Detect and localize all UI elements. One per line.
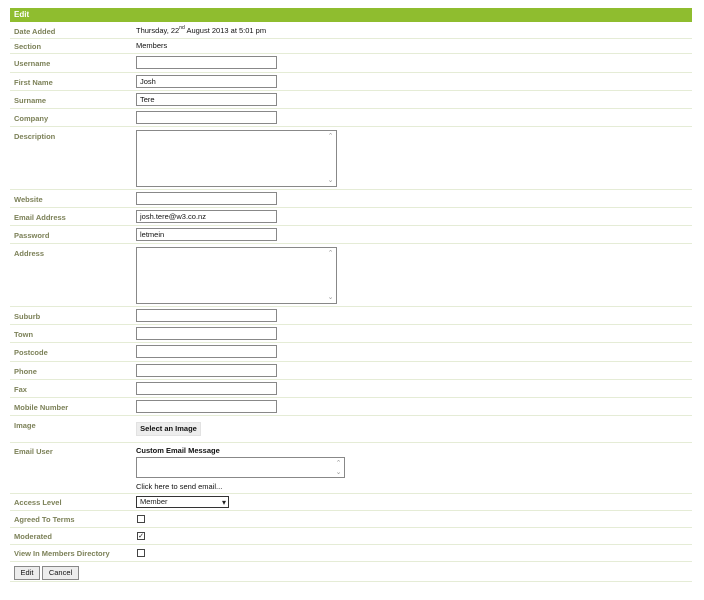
phone-input[interactable] (136, 364, 277, 377)
section-label: Section (14, 42, 42, 51)
view-directory-label: View In Members Directory (14, 549, 110, 558)
agreed-label: Agreed To Terms (14, 515, 75, 524)
moderated-label: Moderated (14, 532, 52, 541)
view-directory-checkbox[interactable] (137, 549, 145, 557)
description-textarea[interactable] (136, 130, 337, 187)
first-name-input[interactable]: Josh (136, 75, 277, 88)
row-mobile (10, 398, 692, 416)
row-moderated (10, 528, 692, 545)
date-added-label: Date Added (14, 27, 56, 36)
username-input[interactable] (136, 56, 277, 69)
website-input[interactable] (136, 192, 277, 205)
website-label: Website (14, 195, 43, 204)
row-date-added (10, 22, 692, 39)
row-password (10, 226, 692, 244)
surname-input[interactable]: Tere (136, 93, 277, 106)
row-view-directory (10, 545, 692, 562)
row-agreed (10, 511, 692, 528)
access-level-label: Access Level (14, 498, 62, 507)
row-company (10, 109, 692, 127)
town-label: Town (14, 330, 34, 339)
custom-email-scrollbar[interactable] (334, 459, 343, 476)
image-label: Image (14, 421, 36, 430)
access-level-select[interactable] (136, 496, 229, 508)
scroll-down-icon[interactable]: ⌄ (335, 469, 342, 476)
row-first-name (10, 73, 692, 91)
suburb-input[interactable] (136, 309, 277, 322)
row-address (10, 244, 692, 307)
scroll-up-icon[interactable]: ⌃ (327, 250, 334, 257)
row-postcode (10, 343, 692, 362)
agreed-checkbox[interactable] (137, 515, 145, 523)
email-user-label: Email User (14, 447, 53, 456)
section-value: Members (136, 41, 168, 50)
row-phone (10, 362, 692, 380)
panel-header: Edit (10, 8, 692, 22)
company-input[interactable] (136, 111, 277, 124)
mobile-label: Mobile Number (14, 403, 69, 412)
select-image-button[interactable]: Select an Image (136, 422, 201, 436)
postcode-label: Postcode (14, 348, 48, 357)
row-access-level (10, 494, 692, 511)
row-actions (10, 562, 692, 582)
row-surname (10, 91, 692, 109)
description-label: Description (14, 132, 56, 141)
phone-label: Phone (14, 367, 37, 376)
postcode-input[interactable] (136, 345, 277, 358)
edit-panel (10, 8, 692, 577)
scroll-down-icon[interactable]: ⌄ (327, 177, 334, 184)
row-description (10, 127, 692, 190)
scroll-up-icon[interactable]: ⌃ (335, 460, 342, 467)
row-town (10, 325, 692, 343)
row-username (10, 54, 692, 73)
chevron-down-icon: ▾ (221, 498, 226, 507)
town-input[interactable] (136, 327, 277, 340)
custom-email-textarea[interactable] (136, 457, 345, 478)
address-scrollbar[interactable] (326, 249, 335, 302)
scroll-up-icon[interactable]: ⌃ (327, 133, 334, 140)
moderated-checkbox[interactable]: ✓ (138, 533, 144, 540)
description-scrollbar[interactable] (326, 132, 335, 185)
row-image (10, 416, 692, 443)
first-name-label: First Name (14, 78, 53, 87)
address-textarea[interactable] (136, 247, 337, 304)
scroll-down-icon[interactable]: ⌄ (327, 294, 334, 301)
fax-input[interactable] (136, 382, 277, 395)
surname-label: Surname (14, 96, 47, 105)
mobile-input[interactable] (136, 400, 277, 413)
email-input[interactable]: josh.tere@w3.co.nz (136, 210, 277, 223)
row-suburb (10, 307, 692, 325)
row-website (10, 190, 692, 208)
suburb-label: Suburb (14, 312, 41, 321)
row-email-user (10, 443, 692, 494)
company-label: Company (14, 114, 49, 123)
address-label: Address (14, 249, 45, 258)
edit-button[interactable]: Edit (14, 566, 40, 580)
email-label: Email Address (14, 213, 66, 222)
custom-email-heading: Custom Email Message (136, 446, 220, 455)
password-input[interactable]: letmein (136, 228, 277, 241)
send-email-link[interactable]: Click here to send email... (136, 482, 223, 491)
fax-label: Fax (14, 385, 27, 394)
row-email (10, 208, 692, 226)
access-level-value: Member (140, 497, 168, 506)
row-fax (10, 380, 692, 398)
row-section (10, 39, 692, 54)
cancel-button[interactable]: Cancel (42, 566, 79, 580)
password-label: Password (14, 231, 50, 240)
username-label: Username (14, 59, 51, 68)
date-added-value: Thursday, 22nd August 2013 at 5:01 pm (136, 25, 267, 35)
